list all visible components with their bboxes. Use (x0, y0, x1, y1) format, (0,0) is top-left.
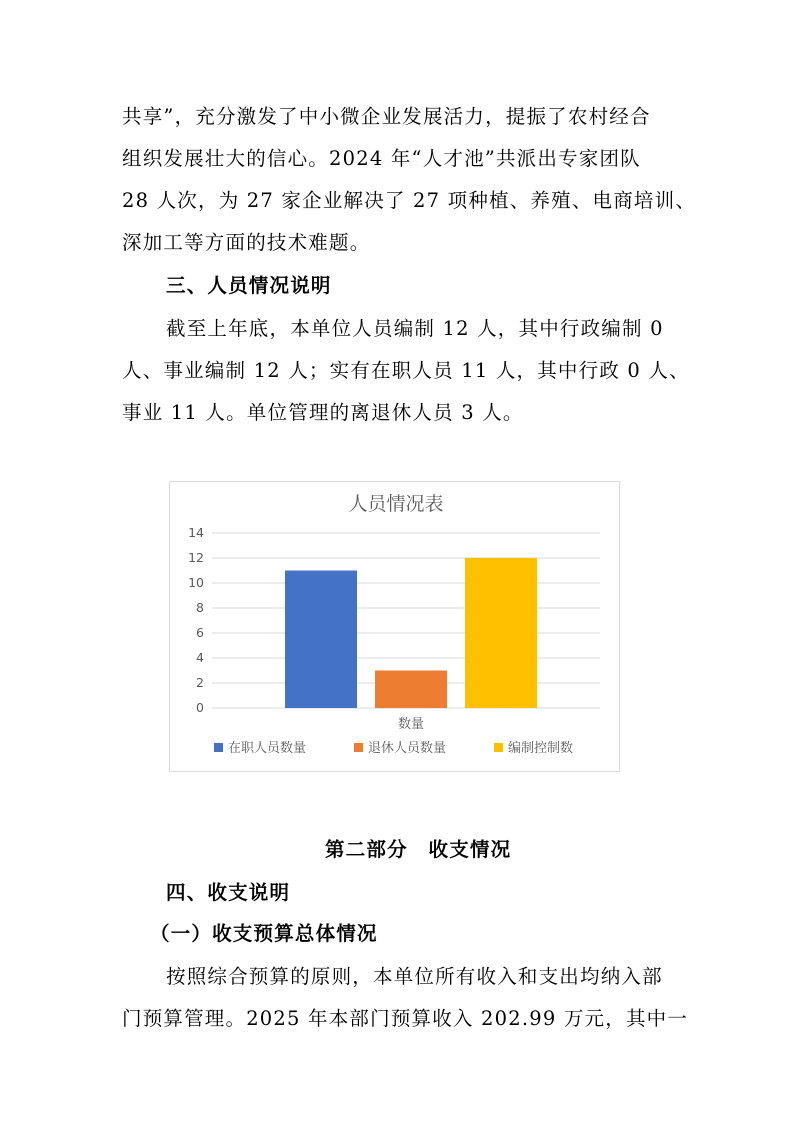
y-tick-label: 14 (188, 525, 204, 540)
legend-label: 退休人员数量 (368, 741, 447, 756)
y-tick-label: 12 (188, 550, 204, 565)
y-tick-label: 0 (196, 700, 204, 715)
legend-swatch (214, 743, 223, 752)
chart-svg (170, 482, 619, 771)
y-tick-label: 8 (196, 600, 204, 615)
y-tick-label: 6 (196, 625, 204, 640)
personnel-chart (169, 481, 620, 772)
chart-title: 人员情况表 (348, 493, 444, 515)
y-tick-label: 10 (188, 575, 204, 590)
section-heading: 四、收支说明 (166, 881, 291, 904)
legend-swatch (494, 743, 503, 752)
bar-2 (375, 671, 447, 709)
bar-1 (285, 571, 357, 709)
paragraph-line: 门预算管理。2025 年本部门预算收入 202.99 万元，其中一 (122, 1007, 689, 1030)
paragraph-line: 组织发展壮大的信心。2024 年“人才池”共派出专家团队 (122, 147, 641, 170)
paragraph-line: 共享”，充分激发了中小微企业发展活力，提振了农村经合 (122, 105, 651, 128)
x-category-label: 数量 (397, 717, 425, 732)
legend-label: 在职人员数量 (228, 741, 307, 756)
section-heading: 三、人员情况说明 (166, 274, 332, 297)
chart-legend (214, 740, 573, 756)
paragraph-line: 深加工等方面的技术难题。 (122, 231, 371, 254)
subsection-heading: （一）收支预算总体情况 (150, 922, 378, 945)
legend-swatch (354, 743, 363, 752)
paragraph-line: 事业 11 人。单位管理的离退休人员 3 人。 (122, 401, 524, 424)
y-tick-label: 4 (196, 650, 204, 665)
bar-3 (465, 558, 537, 708)
legend-label: 编制控制数 (508, 741, 574, 756)
y-axis-ticks (188, 525, 204, 715)
paragraph-line: 人、事业编制 12 人；实有在职人员 11 人，其中行政 0 人、 (122, 359, 690, 382)
paragraph-line: 截至上年底，本单位人员编制 12 人，其中行政编制 0 (166, 317, 664, 340)
paragraph-line: 28 人次，为 27 家企业解决了 27 项种植、养殖、电商培训、 (122, 189, 697, 212)
paragraph-line: 按照综合预算的原则，本单位所有收入和支出均纳入部 (166, 965, 663, 988)
y-tick-label: 2 (196, 675, 204, 690)
part-title: 第二部分 收支情况 (325, 838, 512, 861)
